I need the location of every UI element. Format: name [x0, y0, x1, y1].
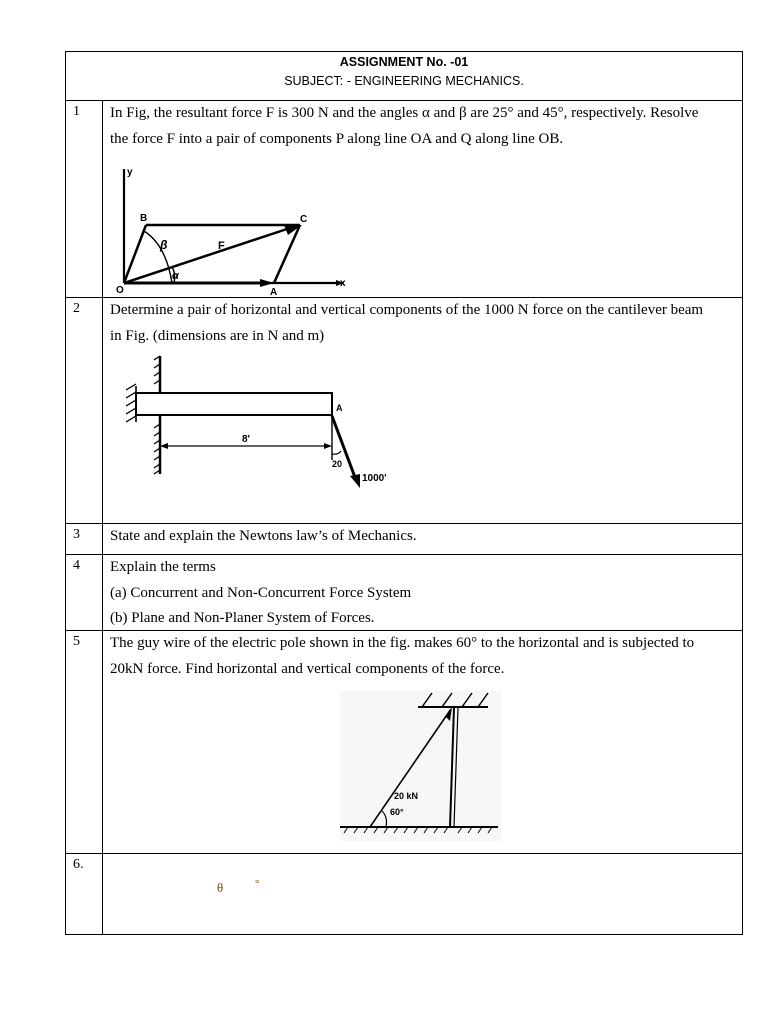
question-row-1: [66, 100, 742, 297]
question-number: 6.: [66, 854, 103, 935]
question-number: 2: [66, 298, 103, 523]
label-angle: 20: [332, 459, 343, 469]
question-row-3: [66, 523, 742, 554]
question-line: (b) Plane and Non-Planer System of Forces.: [110, 610, 375, 626]
label-y: y: [127, 167, 133, 178]
force-arrow-icon: [350, 474, 360, 488]
force-resolution-figure: [114, 165, 354, 298]
degree-symbol: °: [255, 878, 260, 890]
force-line: [332, 416, 356, 480]
electric-pole-figure: [338, 687, 508, 847]
question-line: the force F into a pair of components P along line OA and Q along line OB.: [110, 130, 564, 147]
question-number: 1: [66, 101, 103, 297]
line-ca: [274, 225, 300, 283]
label-force: 20 kN: [394, 791, 419, 801]
question-row-4: [66, 554, 742, 630]
question-row-6: [66, 853, 742, 935]
question-row-5: [66, 630, 742, 853]
question-line: Explain the terms: [110, 559, 216, 575]
label-x: x: [340, 278, 346, 289]
force-f-arrow-icon: [284, 225, 302, 235]
angle-arc: [332, 451, 341, 454]
label-alpha: α: [172, 270, 179, 282]
theta-symbol: θ: [217, 880, 224, 895]
label-c: C: [300, 214, 308, 225]
assignment-table: [65, 51, 743, 935]
label-beta: β: [160, 238, 168, 252]
question-line: in Fig. (dimensions are in N and m): [110, 327, 325, 344]
question-text: [110, 524, 734, 550]
subject-line: SUBJECT: - ENGINEERING MECHANICS.: [284, 74, 524, 88]
question-text: [110, 298, 734, 349]
question-number: 4: [66, 555, 103, 630]
question-line: In Fig, the resultant force F is 300 N and the angles α and β are 25° and 45°, respectively. Resolve: [110, 105, 699, 121]
label-angle: 60°: [390, 807, 404, 817]
question-line: The guy wire of the electric pole shown in the fig. makes 60° to the horizontal and is subjected to: [110, 635, 695, 651]
cantilever-beam-figure: [122, 356, 412, 496]
label-o: O: [116, 285, 124, 296]
label-length: 8': [242, 434, 250, 445]
question-text: [110, 631, 734, 682]
question-text: [110, 101, 734, 152]
beam: [136, 393, 332, 415]
question-line: 20kN force. Find horizontal and vertical components of the force.: [110, 660, 505, 677]
question-text: [110, 555, 734, 632]
question-line: Determine a pair of horizontal and vertical components of the 1000 N force on the cantilever beam: [110, 302, 704, 318]
line-ob: [124, 225, 146, 283]
figure-background: [340, 691, 502, 841]
label-a: A: [336, 403, 343, 413]
question-line: (a) Concurrent and Non-Concurrent Force System: [110, 584, 412, 601]
label-f: F: [218, 240, 225, 252]
force-f-line: [124, 228, 290, 283]
question-row-2: [66, 297, 742, 523]
label-b: B: [140, 213, 148, 224]
assignment-header: [66, 52, 742, 101]
arrow-a-icon: [260, 279, 274, 287]
question-number: 5: [66, 631, 103, 853]
label-a: A: [270, 287, 278, 298]
label-force: 1000': [362, 473, 387, 484]
assignment-title: ASSIGNMENT No. -01: [339, 55, 469, 69]
question-number: 3: [66, 524, 103, 554]
dimension-arrow-right-icon: [324, 443, 332, 449]
question-line: State and explain the Newtons law’s of Mechanics.: [110, 528, 417, 544]
